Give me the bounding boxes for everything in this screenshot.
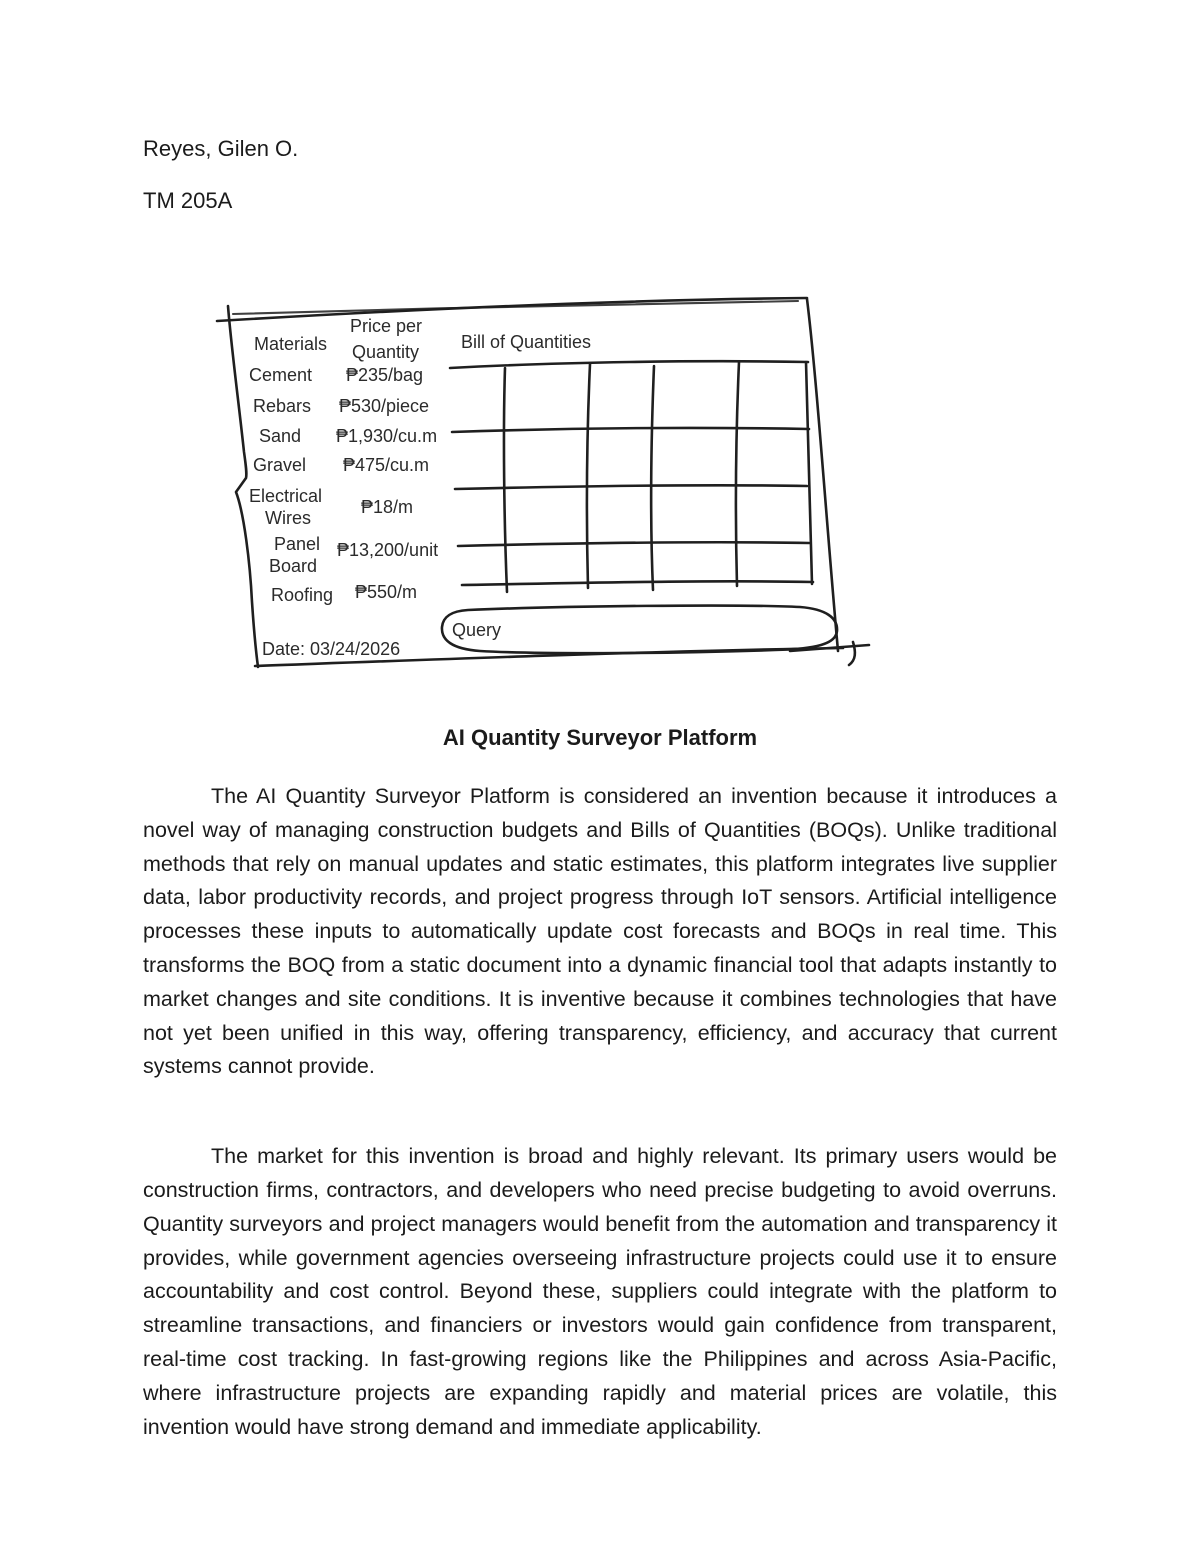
course-line: TM 205A (143, 188, 233, 213)
document-title: AI Quantity Surveyor Platform (442, 725, 758, 750)
price-cement: ₱235/bag (346, 365, 424, 385)
material-wires-line2: Wires (265, 508, 311, 528)
price-gravel: ₱475/cu.m (343, 455, 430, 475)
sketch-canvas (0, 250, 1200, 680)
material-roofing: Roofing (271, 585, 334, 605)
materials-header-label: Materials (254, 334, 328, 354)
price-roofing: ₱550/m (355, 582, 418, 602)
query-box (442, 606, 837, 654)
price-panel: ₱13,200/unit (337, 540, 439, 560)
query-label: Query (452, 620, 502, 640)
price-rebars: ₱530/piece (339, 396, 430, 416)
paragraph-market: The market for this invention is broad and highly relevant. Its primary users would be construction firms, contractors, and developers who need precise budgeting to avoid overruns. Quantity surveyors and project managers would benefit from the automation and transparency it provides, while government agencies overseeing infrastructure projects could use it to ensure accountability and cost control. Beyond these, suppliers could integrate with the platform to streamline transactions, and financiers or investors would gain confidence from transparent, real-time cost tracking. In fast-growing regions like the Philippines and across Asia-Pacific, where infrastructure projects are expanding rapidly and material prices are volatile, this invention would have strong demand and immediate applicability. (143, 1144, 1057, 1439)
price-sand: ₱1,930/cu.m (336, 426, 438, 446)
material-wires-line1: Electrical (249, 486, 323, 506)
material-gravel: Gravel (253, 455, 307, 475)
price-wires: ₱18/m (361, 497, 414, 517)
price-header-line2: Quantity (352, 342, 420, 362)
date-label: Date: 03/24/2026 (262, 639, 401, 659)
sketch-figure (0, 250, 1200, 680)
price-header-line1: Price per (350, 316, 423, 336)
material-panel-line2: Board (269, 556, 318, 576)
material-panel-line1: Panel (274, 534, 321, 554)
material-rebars: Rebars (253, 396, 312, 416)
author-line: Reyes, Gilen O. (143, 136, 299, 161)
boq-grid (450, 361, 813, 592)
material-cement: Cement (249, 365, 313, 385)
boq-title-label: Bill of Quantities (461, 332, 592, 352)
material-sand: Sand (259, 426, 302, 446)
paragraph-invention: The AI Quantity Surveyor Platform is considered an invention because it introduces a novel way of managing construction budgets and Bills of Quantities (BOQs). Unlike traditional methods that rely on manual updates and static estimates, this platform integrates live supplier data, labor productivity records, and project progress through IoT sensors. Artificial intelligence processes these inputs to automatically update cost forecasts and BOQs in real time. This transforms the BOQ from a static document into a dynamic financial tool that adapts instantly to market changes and site conditions. It is inventive because it combines technologies that have not yet been unified in this way, offering transparency, efficiency, and accuracy that current systems cannot provide. (143, 784, 1057, 1079)
